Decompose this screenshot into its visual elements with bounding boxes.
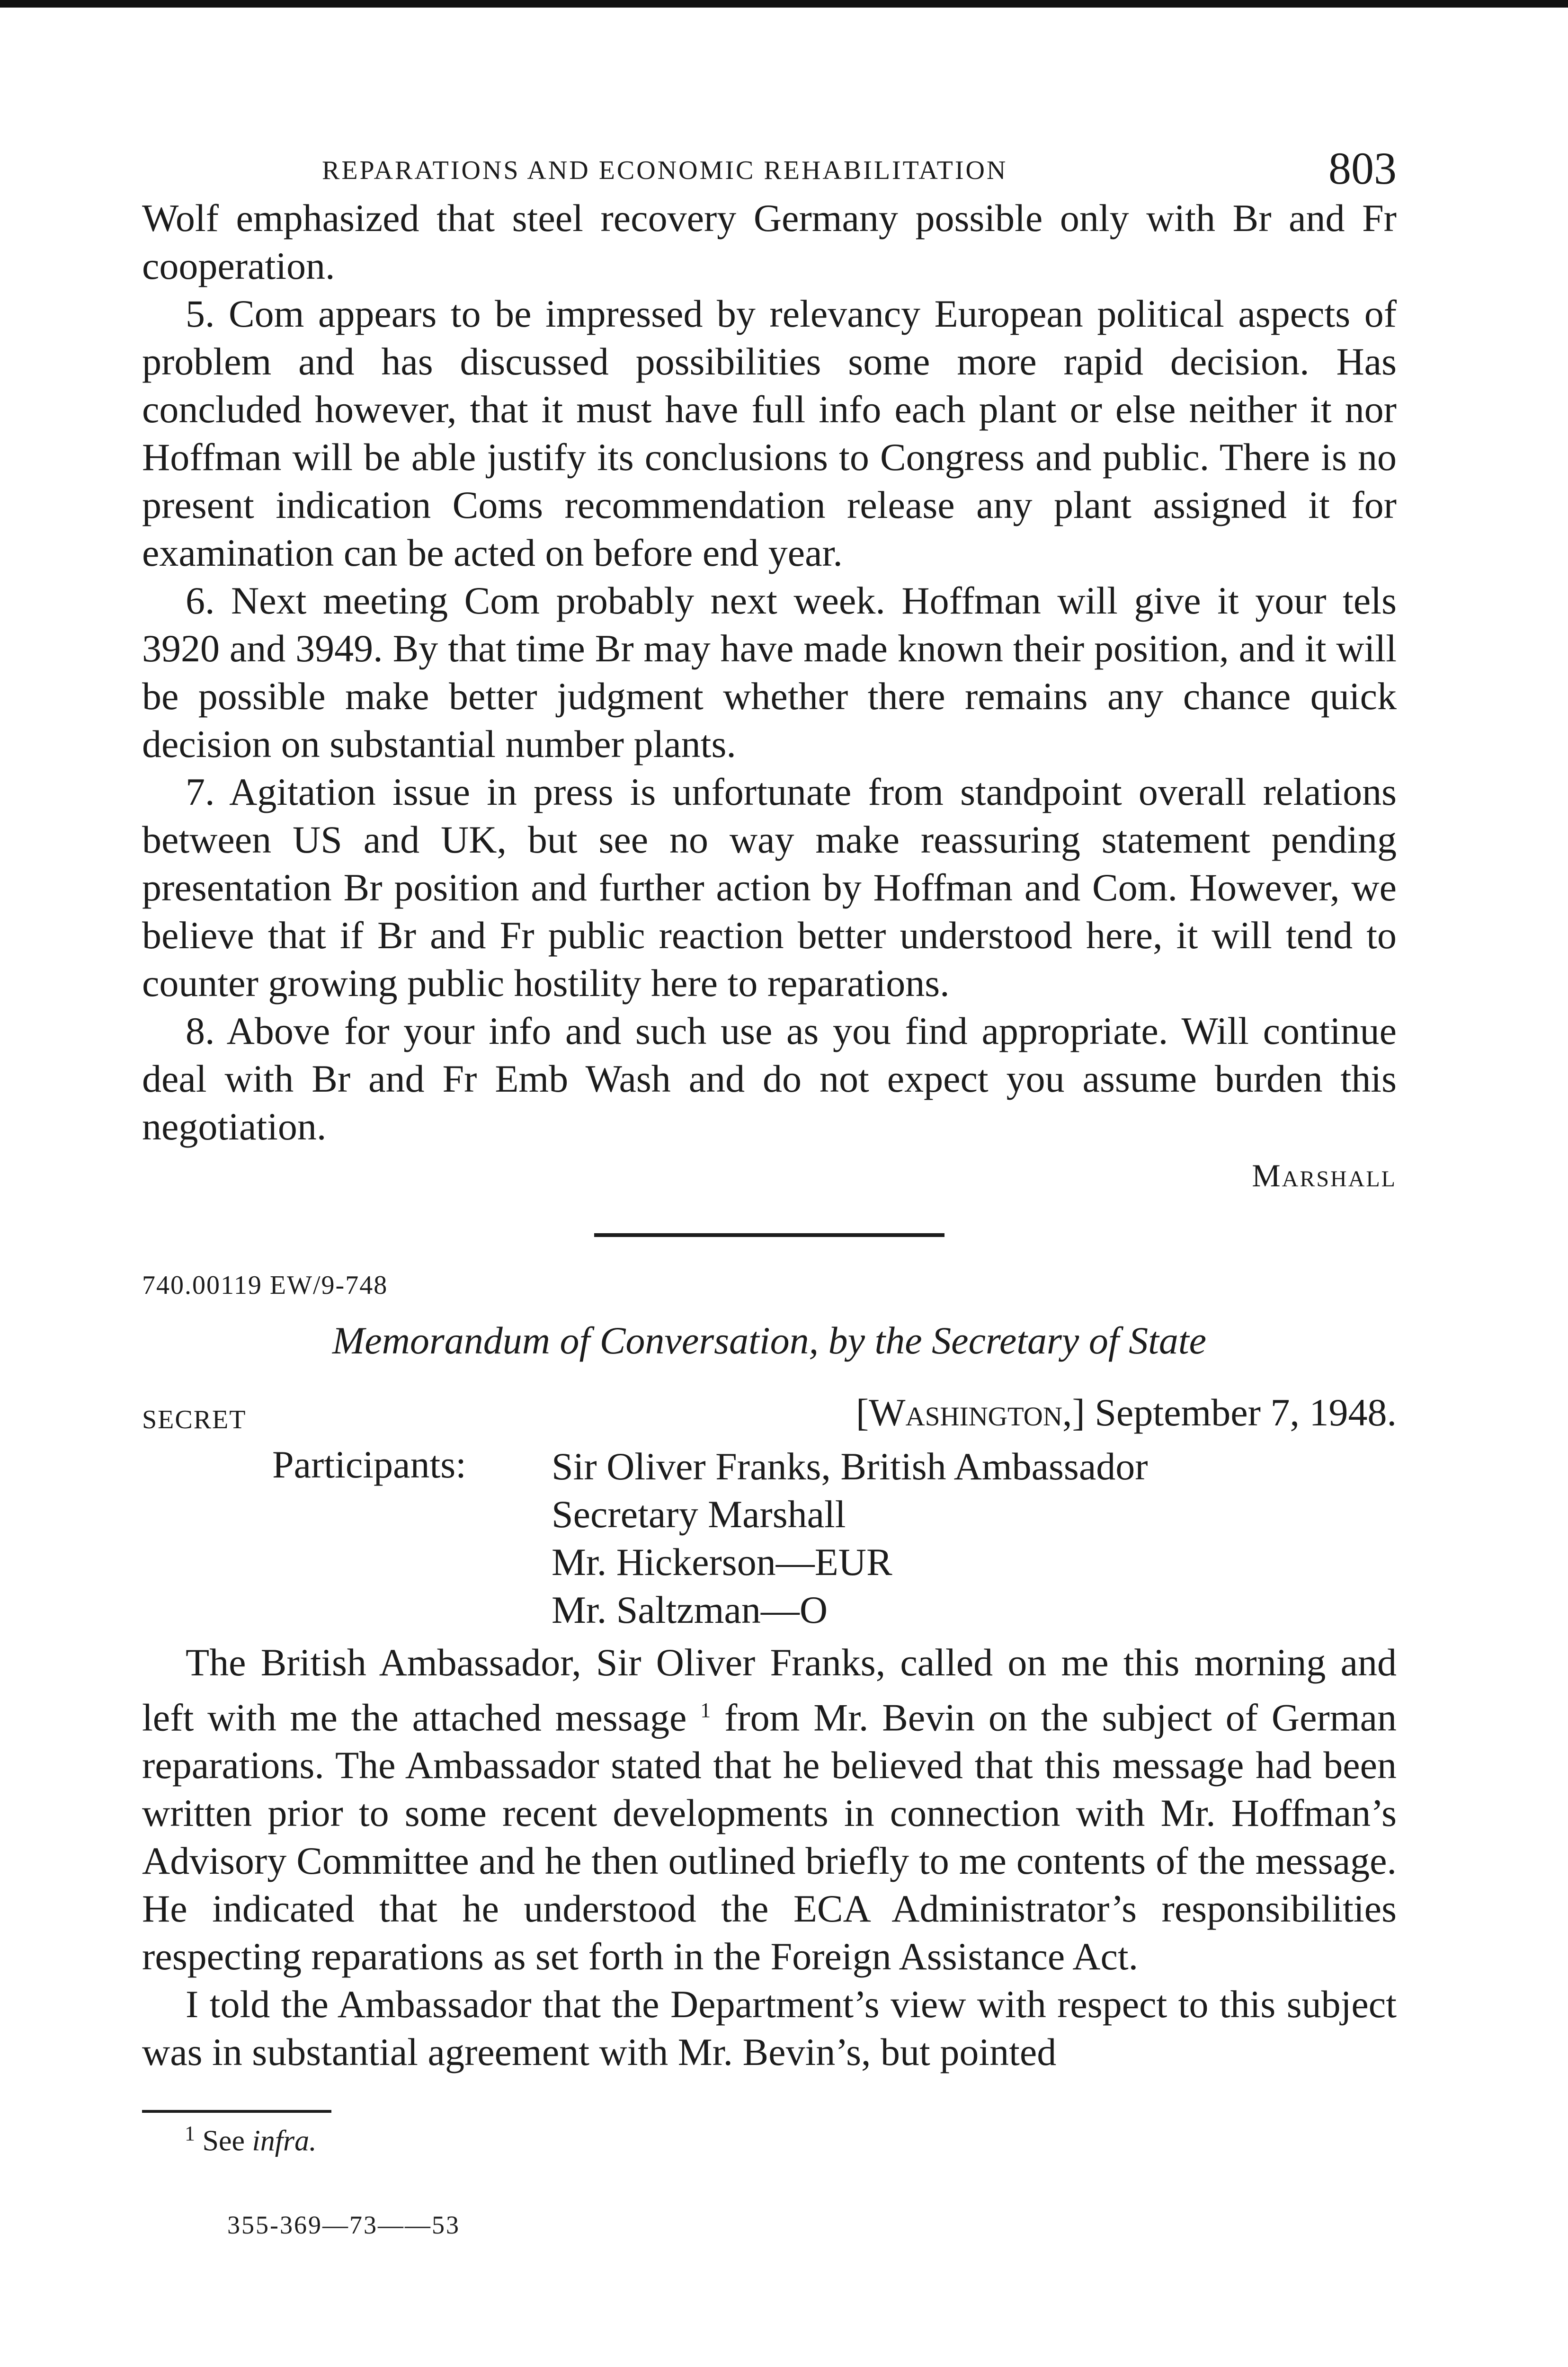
participants-block [142, 1442, 1397, 1637]
signature: Marshall [1252, 1157, 1397, 1193]
document-page [142, 142, 1397, 2240]
footnote-rule [142, 2110, 331, 2113]
memo-paragraph-1 [142, 1638, 1397, 1980]
place: [Washington,] [855, 1391, 1085, 1434]
participant: Mr. Saltzman—O [552, 1588, 828, 1631]
footnote-reference: 1 [700, 1699, 711, 1722]
page-number: 803 [1328, 143, 1397, 194]
participants-list [552, 1442, 1148, 1634]
telegram-paragraph-7: 7. Agitation issue in press is unfortunate from standpoint overall relations between US and UK, but see no way make reassuring statement pending presentation Br position and further action by Hoffman and Com. However, we believe that if Br and Fr public reaction better understood here, it will tend to counter growing public hostility here to reparations. [142, 770, 1397, 1005]
footnote-mark: 1 [185, 2122, 195, 2145]
section-divider [594, 1233, 944, 1237]
footnote-ref: infra. [252, 2125, 317, 2157]
participants-label: Participants: [272, 1443, 466, 1486]
telegram-paragraph-6: 6. Next meeting Com probably next week. Hoffman will give it your tels 3920 and 3949. By that time Br may have made known their position, and it will be possible make better judgment whether there remains any chance quick decision on substantial number plants. [142, 579, 1397, 765]
memo-paragraph-1-part-a: The British Ambassador, Sir Oliver Franks, called on me this morning and left with me the attached message [142, 1641, 1397, 1739]
memo-paragraph-1-part-b: from Mr. Bevin on the subject of German reparations. The Ambassador stated that he believed that this message had been written prior to some recent developments in connection with Mr. Hoffman’s Advisory Committee and he then outlined briefly to me contents of the message. He indicated that he understood the ECA Administrator’s responsibilities respecting reparations as set forth in the Foreign Assistance Act. [142, 1696, 1397, 1978]
footnote [185, 2121, 1397, 2158]
footnote-prefix: See [202, 2125, 245, 2157]
top-edge-bar [0, 0, 1568, 8]
telegram-paragraph-8: 8. Above for your info and such use as you find appropriate. Will continue deal with Br and Fr Emb Wash and do not expect you assume burden this negotiation. [142, 1009, 1397, 1148]
classification-label: SECRET [142, 1405, 247, 1434]
participant: Secretary Marshall [552, 1493, 846, 1536]
print-code: 355-369—73——53 [227, 2210, 460, 2239]
memo-paragraph-2: I told the Ambassador that the Department’s view with respect to this subject was in substantial agreement with Mr. Bevin’s, but pointed [142, 1983, 1397, 2074]
participant: Mr. Hickerson—EUR [552, 1540, 892, 1584]
running-head [142, 142, 1397, 194]
running-title: REPARATIONS AND ECONOMIC REHABILITATION [322, 156, 1008, 185]
participant: Sir Oliver Franks, British Ambassador [552, 1445, 1148, 1488]
memo-title: Memorandum of Conversation, by the Secretary of State [332, 1319, 1207, 1362]
telegram-paragraph-continued: Wolf emphasized that steel recovery Germany possible only with Br and Fr cooperation. [142, 196, 1397, 287]
dateline [142, 1390, 1397, 1442]
file-number: 740.00119 EW/9-748 [142, 1271, 388, 1300]
date-line [856, 1390, 1397, 1435]
telegram-paragraph-5: 5. Com appears to be impressed by relevancy European political aspects of problem and has discussed possibilities some more rapid decision. Has concluded however, that it must have full info each plant or else neither it nor Hoffman will be able justify its conclusions to Congress and public. There is no present indication Coms recommendation release any plant assigned it for examination can be acted on before end year. [142, 292, 1397, 574]
date: September 7, 1948. [1095, 1391, 1397, 1434]
